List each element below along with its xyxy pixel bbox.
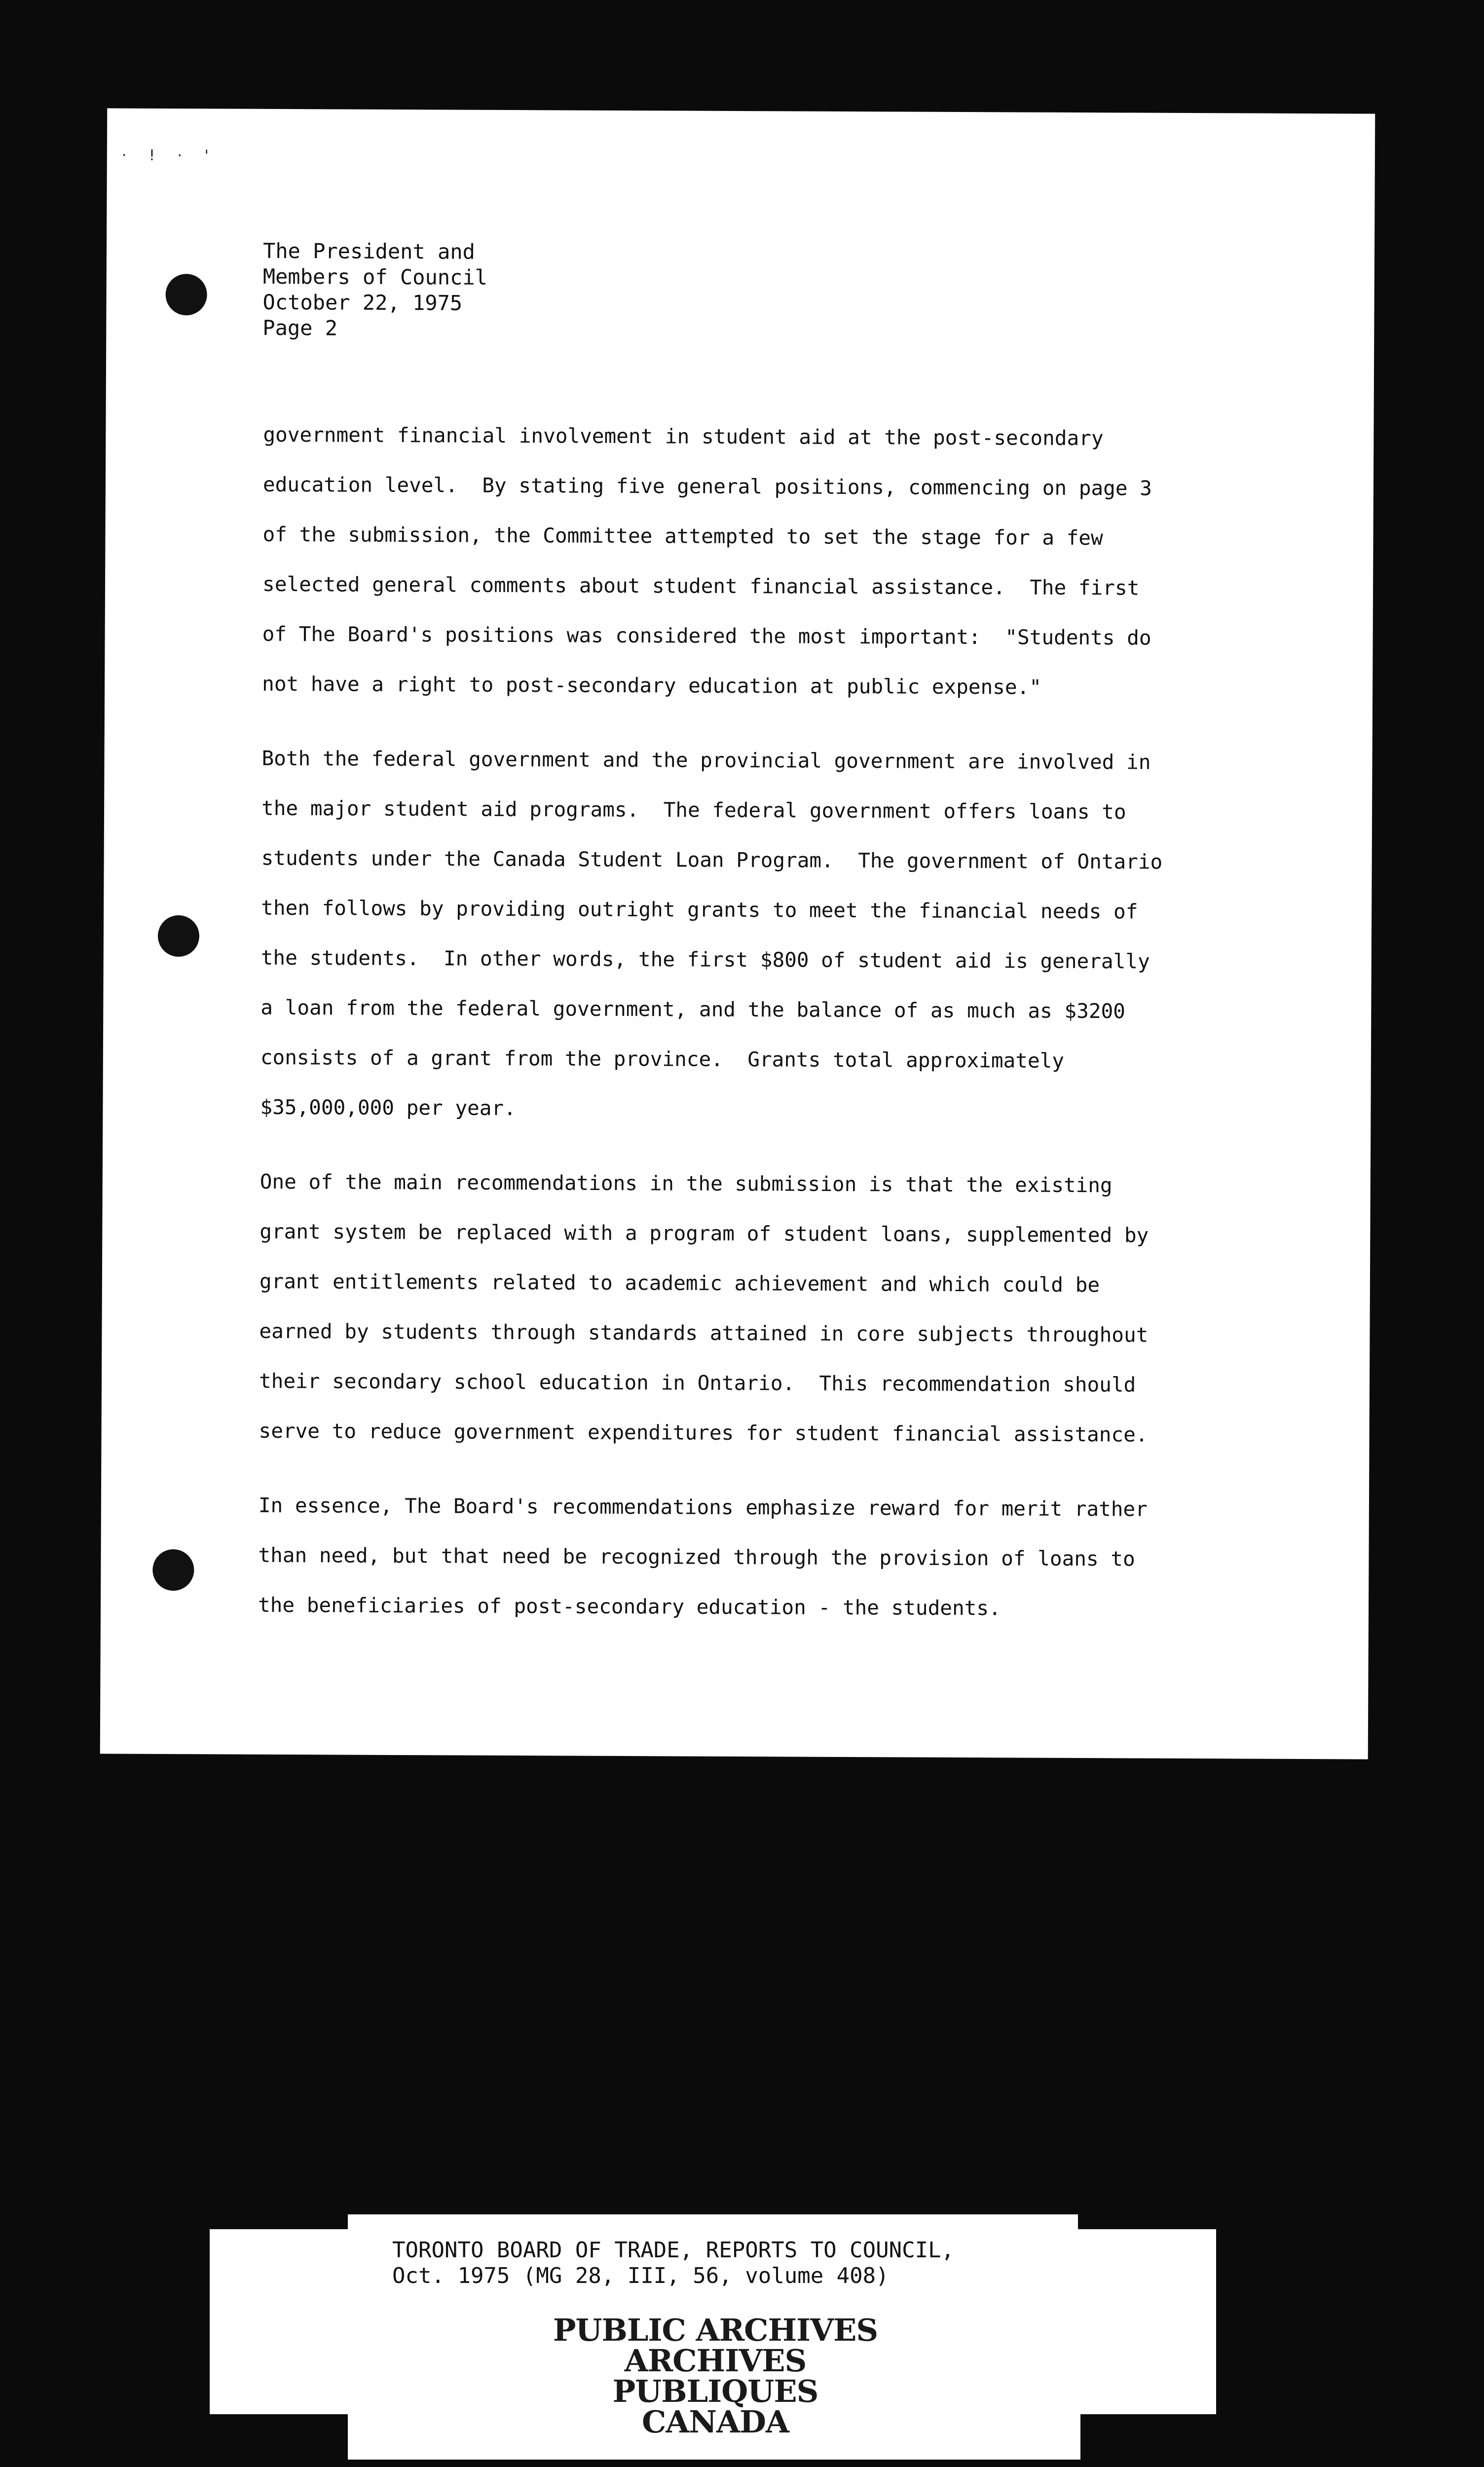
letter-header: [262, 238, 487, 342]
paragraph-line: grant system be replaced with a program of student loans, supplemented by: [260, 1219, 1149, 1247]
paragraph-line: grant entitlements related to academic achievement and which could be: [259, 1269, 1100, 1297]
punch-hole-top: [165, 274, 207, 315]
paragraph: [259, 1157, 1257, 1460]
paragraph: [258, 1481, 1255, 1635]
paragraph: [260, 734, 1259, 1137]
paragraph-line: education level. By stating five general positions, commencing on page 3: [262, 472, 1152, 500]
paragraph-line: of The Board's positions was considered the most important: "Students do: [262, 622, 1151, 650]
paragraph-line: consists of a grant from the province. Grants total approximately: [260, 1045, 1065, 1073]
punch-hole-bottom: [152, 1549, 194, 1591]
paragraph-line: of the submission, the Committee attempted to set the stage for a few: [262, 522, 1103, 550]
paragraph-line: government financial involvement in student aid at the post-secondary: [263, 422, 1104, 450]
archive-stamp: [518, 2312, 913, 2440]
header-recipient-line1: The President and: [262, 238, 476, 264]
punch-hole-middle: [158, 915, 199, 957]
header-page-number: Page 2: [262, 315, 338, 340]
paragraph-line: the students. In other words, the first $800 of student aid is generally: [260, 945, 1150, 973]
stamp-line-archives-publiques: ARCHIVES PUBLIQUES: [612, 2343, 818, 2409]
paragraph-line: then follows by providing outright grants to meet the financial needs of: [261, 896, 1138, 924]
paragraph-line: not have a right to post-secondary education at public expense.": [262, 672, 1042, 699]
archive-reference-line1: TORONTO BOARD OF TRADE, REPORTS TO COUNCIL,: [392, 2238, 955, 2263]
paragraph-line: serve to reduce government expenditures for student financial assistance.: [259, 1419, 1148, 1447]
paragraph-line: Both the federal government and the provincial government are involved in: [261, 746, 1151, 774]
header-recipient-line2: Members of Council: [262, 264, 488, 290]
letter-body: [258, 410, 1260, 1659]
paragraph-line: the beneficiaries of post-secondary education - the students.: [258, 1593, 1001, 1620]
paragraph-line: In essence, The Board's recommendations emphasize reward for merit rather: [258, 1493, 1148, 1521]
paragraph-line: a loan from the federal government, and the balance of as much as $3200: [260, 995, 1126, 1023]
document-page: [100, 108, 1375, 1759]
stray-marks: · ! · ': [121, 147, 218, 165]
paragraph-line: One of the main recommendations in the submission is that the existing: [260, 1169, 1113, 1197]
stamp-line-public-archives: PUBLIC ARCHIVES: [553, 2312, 878, 2348]
stamp-line-canada: CANADA: [641, 2404, 789, 2440]
header-date: October 22, 1975: [262, 290, 463, 315]
paragraph-line: earned by students through standards attained in core subjects throughout: [259, 1319, 1149, 1347]
paragraph-line: selected general comments about student financial assistance. The first: [262, 572, 1140, 600]
archive-reference: [392, 2238, 954, 2289]
paragraph: [262, 410, 1260, 713]
paragraph-line: the major student aid programs. The federal government offers loans to: [261, 796, 1126, 824]
paragraph-line: students under the Canada Student Loan Program. The government of Ontario: [261, 846, 1163, 874]
paragraph-line: their secondary school education in Ontario. This recommendation should: [259, 1369, 1136, 1397]
paragraph-line: than need, but that need be recognized through the provision of loans to: [258, 1543, 1135, 1571]
paragraph-line: $35,000,000 per year.: [260, 1095, 516, 1121]
archive-reference-line2: Oct. 1975 (MG 28, III, 56, volume 408): [392, 2263, 889, 2288]
